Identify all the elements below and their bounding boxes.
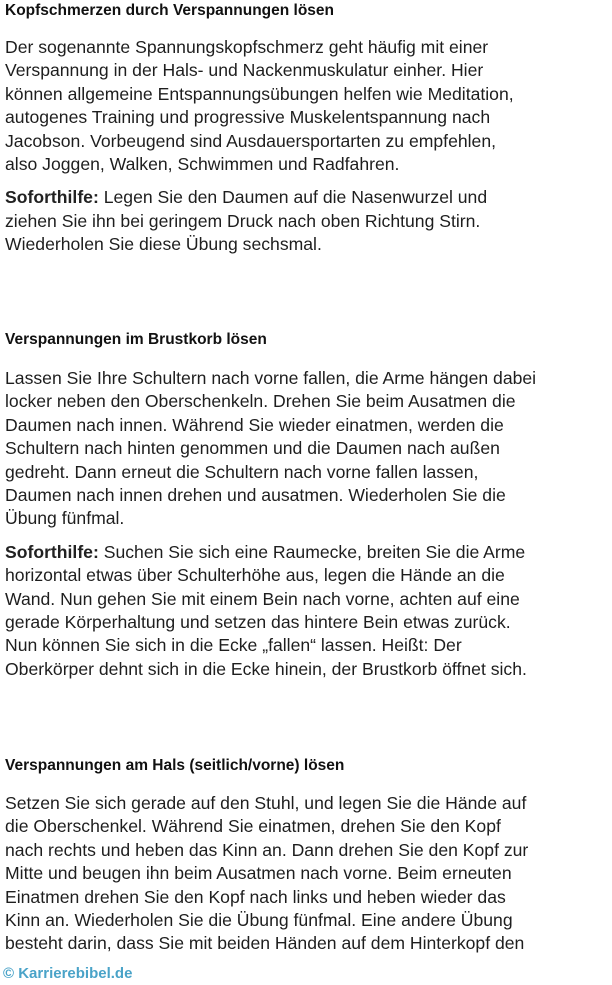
section-heading: Kopfschmerzen durch Verspannungen lösen (5, 2, 335, 19)
section-kopfschmerzen (5, 1, 610, 257)
tip-paragraph (5, 541, 610, 681)
body-paragraph: Setzen Sie sich gerade auf den Stuhl, und legen Sie die Hände auf die Oberschenkel. Während Sie einatmen, drehen Sie den Kopf nach rechts und heben das Kinn an. Dann drehen Sie den Kopf zur Mitte und beugen ihn beim Ausatmen nach vorne. Beim erneuten Einatmen drehen Sie den Kopf nach links und heben wieder das Kinn an. Wiederholen Sie die Übung fünfmal. Eine andere Übung besteht darin, dass Sie mit beiden Händen auf dem Hinterkopf den (5, 793, 529, 954)
section-heading: Verspannungen im Brustkorb lösen (5, 331, 267, 348)
tip-label: Soforthilfe: (5, 187, 99, 208)
section-brustkorb (5, 330, 610, 681)
tip-label: Soforthilfe: (5, 541, 99, 562)
body-paragraph: Der sogenannte Spannungskopfschmerz geht häufig mit einer Verspannung in der Hals- und Nackenmuskulatur einher. Hier können allgemeine Entspannungsübungen helfen wie Meditation, autogenes Training und progressive Muskelentspannung nach Jacobson. Vorbeugend sind Ausdauersportarten zu empfehlen, also Joggen, Walken, Schwimmen und Radfahren. (5, 37, 514, 175)
footer (0, 962, 612, 985)
tip-paragraph (5, 186, 610, 256)
tip-text: Suchen Sie sich eine Raumecke, breiten Sie die Arme horizontal etwas über Schulterhöhe aus, legen die Hände an die Wand. Nun gehen Sie mit einem Bein nach vorne, achten auf eine gerade Körperhaltung und setzen das hintere Bein etwas zurück. Nun können Sie sich in die Ecke „fallen“ lassen. Heißt: Der Oberkörper dehnt sich in die Ecke hinein, der Brustkorb öffnet sich. (5, 541, 527, 679)
section-heading: Verspannungen am Hals (seitlich/vorne) lösen (5, 757, 345, 774)
body-paragraph: Lassen Sie Ihre Schultern nach vorne fallen, die Arme hängen dabei locker neben den Oberschenkeln. Drehen Sie beim Ausatmen die Daumen nach innen. Während Sie wieder einatmen, werden die Schultern nach hinten genommen und die Daumen nach außen gedreht. Dann erneut die Schultern nach vorne fallen lassen, Daumen nach innen drehen und ausatmen. Wiederholen Sie die Übung fünfmal. (5, 368, 537, 529)
copyright-notice: © Karrierebibel.de (3, 965, 133, 982)
section-hals (5, 756, 610, 956)
tip-text: Legen Sie den Daumen auf die Nasenwurzel und ziehen Sie ihn bei geringem Druck nach oben Richtung Stirn. Wiederholen Sie diese Übung sechsmal. (5, 187, 488, 255)
